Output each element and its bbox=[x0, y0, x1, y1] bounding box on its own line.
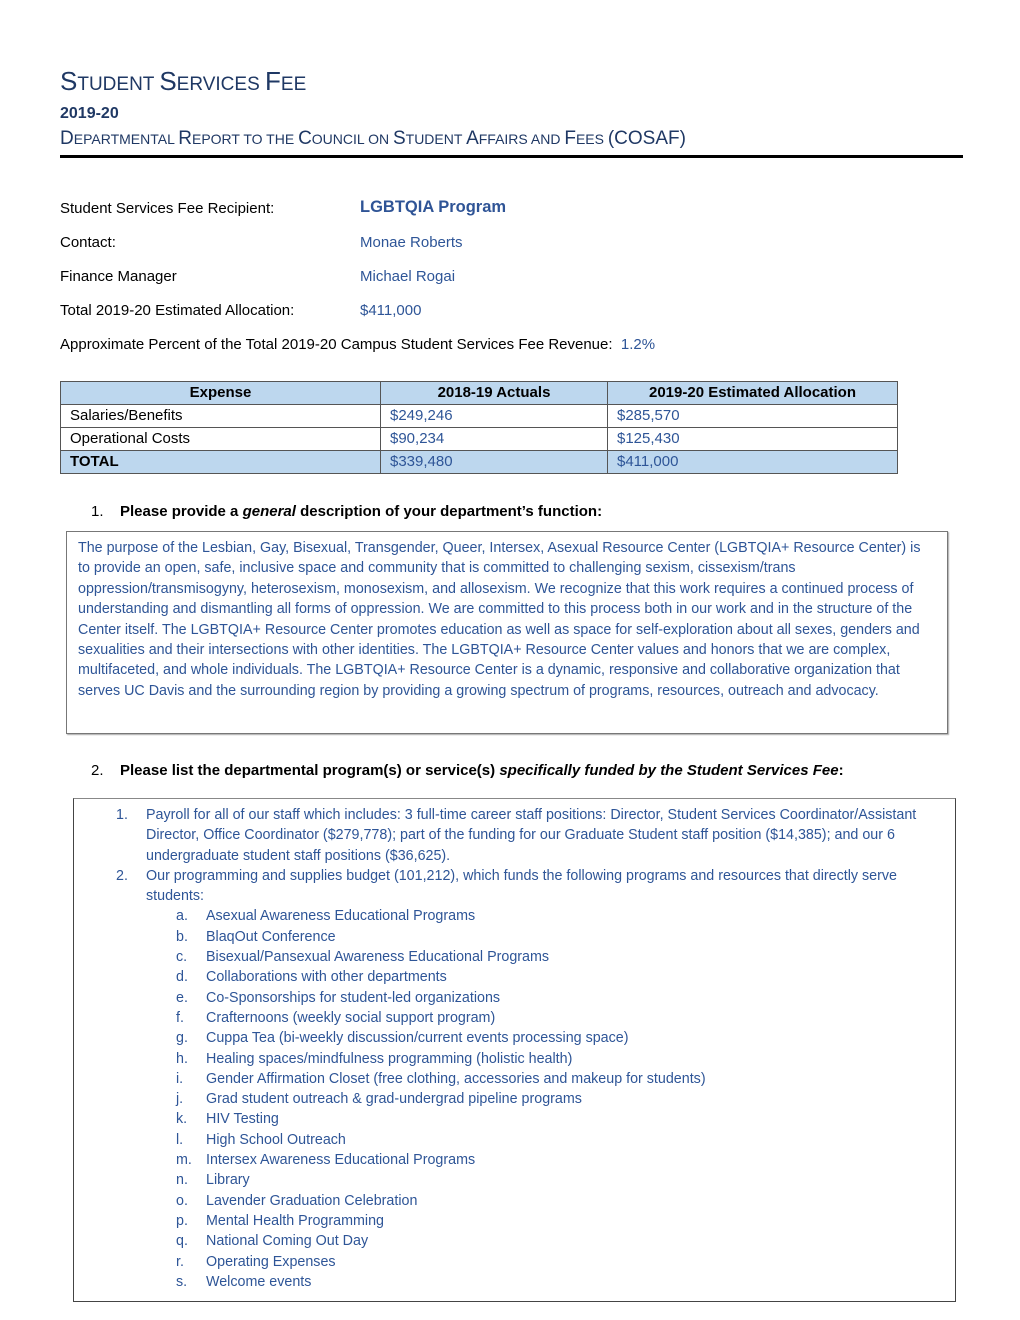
sublist-item bbox=[74, 1028, 934, 1048]
sublist-item bbox=[74, 1049, 934, 1069]
list-marker: k. bbox=[176, 1111, 188, 1128]
subtitle-small: EES bbox=[575, 131, 608, 147]
list-marker: c. bbox=[176, 949, 188, 966]
question-text: description of your department’s function: bbox=[295, 503, 603, 520]
title-small: ERVICES bbox=[176, 74, 266, 95]
list-marker: o. bbox=[176, 1192, 188, 1209]
sublist-item-text: Co-Sponsorships for student-led organizations bbox=[206, 989, 501, 1006]
sublist-item bbox=[74, 1109, 934, 1129]
question-emphasis: general bbox=[242, 503, 296, 520]
sublist-item-text: High School Outreach bbox=[206, 1131, 346, 1148]
sublist-item-text: Bisexual/Pansexual Awareness Educational Programs bbox=[206, 949, 550, 966]
estimated-cell: $285,570 bbox=[608, 405, 898, 428]
column-header-estimated: 2019-20 Estimated Allocation bbox=[608, 382, 898, 405]
sublist-item bbox=[74, 1231, 934, 1251]
list-marker: g. bbox=[176, 1030, 188, 1047]
allocation-value: $411,000 bbox=[360, 302, 422, 319]
sublist-item-text: Cuppa Tea (bi-weekly discussion/current events processing space) bbox=[206, 1030, 629, 1047]
subtitle-small: OUNCIL ON bbox=[311, 131, 393, 147]
document-subtitle bbox=[60, 128, 686, 150]
list-item-text: Our programming and supplies budget (101,212), which funds the following programs and resources that directly serve students: bbox=[146, 867, 897, 905]
title-small: TUDENT bbox=[77, 74, 160, 95]
actuals-cell: $339,480 bbox=[381, 451, 608, 474]
actuals-cell: $249,246 bbox=[381, 405, 608, 428]
sublist-item bbox=[74, 967, 934, 987]
answer-1-box bbox=[66, 531, 948, 734]
list-marker: i. bbox=[176, 1070, 184, 1087]
finance-manager-value: Michael Rogai bbox=[360, 268, 456, 285]
table-header-row bbox=[61, 382, 898, 405]
sublist-item-text: Collaborations with other departments bbox=[206, 969, 447, 986]
sublist-item-text: Mental Health Programming bbox=[206, 1212, 384, 1229]
list-marker: a. bbox=[176, 908, 188, 925]
sublist-item-text: Intersex Awareness Educational Programs bbox=[206, 1152, 476, 1169]
sublist-item bbox=[74, 1150, 934, 1170]
answer-2-box bbox=[73, 798, 956, 1302]
sublist-item bbox=[74, 927, 934, 947]
document-title bbox=[60, 66, 306, 97]
sublist-item bbox=[74, 1211, 934, 1231]
subtitle-small: FFAIRS AND bbox=[478, 131, 565, 147]
title-cap: F bbox=[265, 66, 281, 96]
percent-label: Approximate Percent of the Total 2019-20 Campus Student Services Fee Revenue: bbox=[60, 336, 613, 353]
list-marker: e. bbox=[176, 989, 188, 1006]
sublist-item bbox=[74, 988, 934, 1008]
sublist-item-text: Welcome events bbox=[206, 1273, 312, 1290]
sublist-item bbox=[74, 1272, 934, 1292]
list-marker: 2. bbox=[116, 867, 128, 884]
expense-cell: Operational Costs bbox=[61, 428, 381, 451]
sublist-item-text: Crafternoons (weekly social support program) bbox=[206, 1009, 496, 1026]
subtitle-cap: (COSAF) bbox=[607, 128, 686, 149]
question-number: 1. bbox=[91, 503, 104, 520]
document-year: 2019-20 bbox=[60, 105, 119, 122]
expense-cell: Salaries/Benefits bbox=[61, 405, 381, 428]
list-item bbox=[74, 866, 934, 907]
contact-label: Contact: bbox=[60, 234, 116, 251]
subtitle-small: TUDENT bbox=[405, 131, 467, 147]
sublist-item-text: Gender Affirmation Closet (free clothing, accessories and makeup for students) bbox=[206, 1070, 706, 1087]
sublist-item bbox=[74, 906, 934, 926]
list-marker: m. bbox=[176, 1152, 192, 1169]
list-marker: f. bbox=[176, 1009, 184, 1026]
list-marker: r. bbox=[176, 1253, 184, 1270]
list-marker: 1. bbox=[116, 807, 128, 823]
sublist-item-text: Asexual Awareness Educational Programs bbox=[206, 908, 476, 925]
actuals-cell: $90,234 bbox=[381, 428, 608, 451]
sublist-item bbox=[74, 947, 934, 967]
contact-value: Monae Roberts bbox=[360, 234, 463, 251]
table-total-row bbox=[61, 451, 898, 474]
department-description: The purpose of the Lesbian, Gay, Bisexual, Transgender, Queer, Intersex, Asexual Resource Center (LGBTQIA+ Resource Center) is to provide an open, safe, inclusive space and community that is committed to challenging sexism, cissexism/trans oppression/transmisogyny, heterosexism, monosexism, and allosexism. We recognize that this work requires a continued process of understanding and dismantling all forms of oppression. We are committed to this process both in our work and in the structure of the Center itself. The LGBTQIA+ Resource Center promotes education as well as space for self-exploration about all sexes, genders and sexualities and their intersections with other identities. The LGBTQIA+ Resource Center values and honors that we are complex, multifaceted, and whole individuals. The LGBTQIA+ Resource Center is a dynamic, responsive and collaborative organization that serves UC Davis and the surrounding region by providing a growing spectrum of programs, resources, outreach and advocacy. bbox=[78, 540, 921, 699]
sublist-item-text: Operating Expenses bbox=[206, 1253, 336, 1270]
list-marker: j. bbox=[176, 1091, 184, 1108]
expense-table bbox=[60, 381, 898, 474]
list-item bbox=[74, 805, 934, 866]
subtitle-cap: S bbox=[392, 128, 406, 149]
column-header-actuals: 2018-19 Actuals bbox=[381, 382, 608, 405]
list-marker: h. bbox=[176, 1050, 188, 1067]
subtitle-cap: D bbox=[60, 128, 74, 149]
list-marker: d. bbox=[176, 969, 188, 986]
list-marker: q. bbox=[176, 1233, 188, 1250]
sublist-item-text: BlaqOut Conference bbox=[206, 928, 336, 945]
sublist-item bbox=[74, 1089, 934, 1109]
expense-cell: TOTAL bbox=[61, 451, 381, 474]
header-divider bbox=[60, 155, 963, 158]
list-marker: l. bbox=[176, 1131, 184, 1148]
column-header-expense: Expense bbox=[61, 382, 381, 405]
percent-value: 1.2% bbox=[620, 336, 656, 353]
subtitle-cap: C bbox=[298, 128, 312, 149]
question-text: Please provide a bbox=[120, 503, 243, 520]
question-text: Please list the departmental program(s) or service(s) bbox=[120, 762, 500, 779]
subtitle-cap: R bbox=[178, 128, 192, 149]
sublist-item-text: Healing spaces/mindfulness programming (holistic health) bbox=[206, 1050, 573, 1067]
question-text: : bbox=[838, 762, 844, 779]
finance-manager-label: Finance Manager bbox=[60, 268, 177, 285]
sublist-item-text: National Coming Out Day bbox=[206, 1233, 369, 1250]
sublist-item bbox=[74, 1170, 934, 1190]
sublist-item-text: Library bbox=[206, 1172, 250, 1189]
subtitle-cap: F bbox=[564, 128, 576, 149]
estimated-cell: $125,430 bbox=[608, 428, 898, 451]
list-marker: n. bbox=[176, 1172, 188, 1189]
percent-row bbox=[60, 336, 655, 353]
sublist-item bbox=[74, 1252, 934, 1272]
programs-sublist bbox=[74, 906, 934, 1292]
subtitle-cap: A bbox=[466, 128, 479, 149]
list-item-text: Payroll for all of our staff which includes: 3 full-time career staff positions: Director, Student Services Coordinator/Assistant Director, Office Coordinator ($279,778); part of the funding for our Graduate Student staff position ($14,385); and our 6 undergraduate student staff positions ($36,625). bbox=[146, 807, 917, 864]
sublist-item-text: Lavender Graduation Celebration bbox=[206, 1192, 418, 1209]
estimated-cell: $411,000 bbox=[608, 451, 898, 474]
list-marker: b. bbox=[176, 928, 188, 945]
question-2-heading bbox=[91, 762, 844, 779]
sublist-item bbox=[74, 1191, 934, 1211]
sublist-item-text: Grad student outreach & grad-undergrad pipeline programs bbox=[206, 1091, 582, 1108]
recipient-label: Student Services Fee Recipient: bbox=[60, 200, 275, 217]
subtitle-small: EPORT TO THE bbox=[191, 131, 299, 147]
sublist-item bbox=[74, 1008, 934, 1028]
title-small: EE bbox=[280, 74, 307, 95]
title-cap: S bbox=[159, 66, 177, 96]
funded-programs-list bbox=[74, 805, 934, 1292]
list-marker: p. bbox=[176, 1212, 188, 1229]
question-emphasis: specifically funded by the Student Services Fee bbox=[499, 762, 839, 779]
sublist-item bbox=[74, 1130, 934, 1150]
question-1-heading bbox=[91, 503, 602, 520]
subtitle-small: EPARTMENTAL bbox=[73, 131, 179, 147]
table-row bbox=[61, 428, 898, 451]
list-marker: s. bbox=[176, 1273, 188, 1290]
allocation-label: Total 2019-20 Estimated Allocation: bbox=[60, 302, 295, 319]
sublist-item-text: HIV Testing bbox=[206, 1111, 279, 1128]
sublist-item bbox=[74, 1069, 934, 1089]
table-row bbox=[61, 405, 898, 428]
question-number: 2. bbox=[91, 762, 104, 779]
title-cap: S bbox=[60, 66, 78, 96]
recipient-value: LGBTQIA Program bbox=[360, 198, 507, 216]
